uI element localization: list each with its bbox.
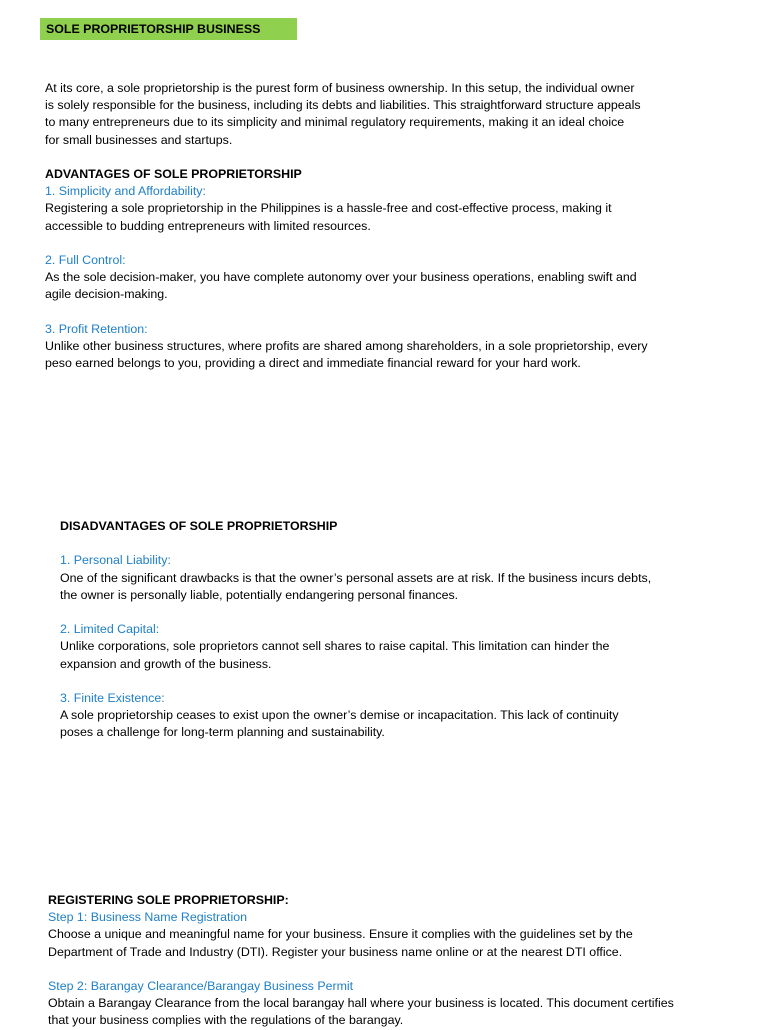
registering-heading: REGISTERING SOLE PROPRIETORSHIP: bbox=[48, 893, 289, 907]
step-line: Obtain a Barangay Clearance from the local barangay hall where your business is located. This document certifies bbox=[48, 996, 674, 1011]
step-title: Step 2: Barangay Clearance/Barangay Business Permit bbox=[48, 979, 354, 993]
advantages-section bbox=[45, 166, 735, 372]
advantage-line: peso earned belongs to you, providing a direct and immediate financial reward for your hard work. bbox=[45, 356, 581, 371]
advantage-item bbox=[45, 252, 735, 304]
intro-line: At its core, a sole proprietorship is the purest form of business ownership. In this setup, the individual owner bbox=[45, 81, 635, 95]
step-title: Step 1: Business Name Registration bbox=[48, 910, 248, 925]
disadvantage-item bbox=[60, 690, 750, 742]
advantage-title: 1. Simplicity and Affordability: bbox=[45, 184, 206, 199]
page-title: SOLE PROPRIETORSHIP BUSINESS bbox=[46, 22, 261, 36]
advantage-line: As the sole decision-maker, you have complete autonomy over your business operations, enabling swift and bbox=[45, 270, 637, 285]
step-line: Choose a unique and meaningful name for your business. Ensure it complies with the guidelines set by the bbox=[48, 927, 633, 942]
disadvantage-line: Unlike corporations, sole proprietors cannot sell shares to raise capital. This limitation can hinder the bbox=[60, 639, 610, 654]
registering-section bbox=[48, 892, 748, 1030]
intro-line: is solely responsible for the business, including its debts and liabilities. This straightforward structure appeals bbox=[45, 98, 641, 113]
disadvantages-heading: DISADVANTAGES OF SOLE PROPRIETORSHIP bbox=[60, 519, 338, 533]
disadvantage-line: expansion and growth of the business. bbox=[60, 656, 272, 671]
advantage-line: accessible to budding entrepreneurs with limited resources. bbox=[45, 218, 371, 233]
advantage-line: Registering a sole proprietorship in the Philippines is a hassle-free and cost-effective process, making it bbox=[45, 201, 612, 216]
disadvantage-line: the owner is personally liable, potentially endangering personal finances. bbox=[60, 587, 459, 602]
disadvantages-section bbox=[60, 518, 750, 742]
advantage-title: 3. Profit Retention: bbox=[45, 321, 148, 336]
disadvantage-title: 3. Finite Existence: bbox=[60, 690, 165, 705]
advantage-item bbox=[45, 321, 735, 373]
step-line: Department of Trade and Industry (DTI). Register your business name online or at the nearest DTI office. bbox=[48, 944, 623, 959]
disadvantage-item bbox=[60, 621, 750, 673]
registering-step bbox=[48, 909, 748, 961]
disadvantage-item bbox=[60, 552, 750, 604]
intro-line: for small businesses and startups. bbox=[45, 132, 233, 147]
disadvantage-line: A sole proprietorship ceases to exist upon the owner’s demise or incapacitation. This lack of continuity bbox=[60, 708, 619, 723]
advantage-line: Unlike other business structures, where profits are shared among shareholders, in a sole proprietorship, every bbox=[45, 339, 648, 353]
advantage-item bbox=[45, 183, 735, 235]
disadvantage-line: poses a challenge for long-term planning and sustainability. bbox=[60, 725, 385, 740]
intro-paragraph bbox=[45, 80, 735, 149]
step-line: that your business complies with the regulations of the barangay. bbox=[48, 1013, 404, 1028]
advantage-title: 2. Full Control: bbox=[45, 253, 126, 267]
advantage-line: agile decision-making. bbox=[45, 287, 168, 302]
disadvantage-title: 1. Personal Liability: bbox=[60, 553, 171, 568]
intro-line: to many entrepreneurs due to its simplicity and minimal regulatory requirements, making it an ideal choice bbox=[45, 115, 625, 130]
advantages-heading: ADVANTAGES OF SOLE PROPRIETORSHIP bbox=[45, 167, 302, 181]
title-banner bbox=[40, 18, 297, 40]
disadvantage-title: 2. Limited Capital: bbox=[60, 622, 160, 637]
registering-step bbox=[48, 978, 748, 1030]
disadvantage-line: One of the significant drawbacks is that the owner’s personal assets are at risk. If the business incurs debts, bbox=[60, 570, 652, 585]
